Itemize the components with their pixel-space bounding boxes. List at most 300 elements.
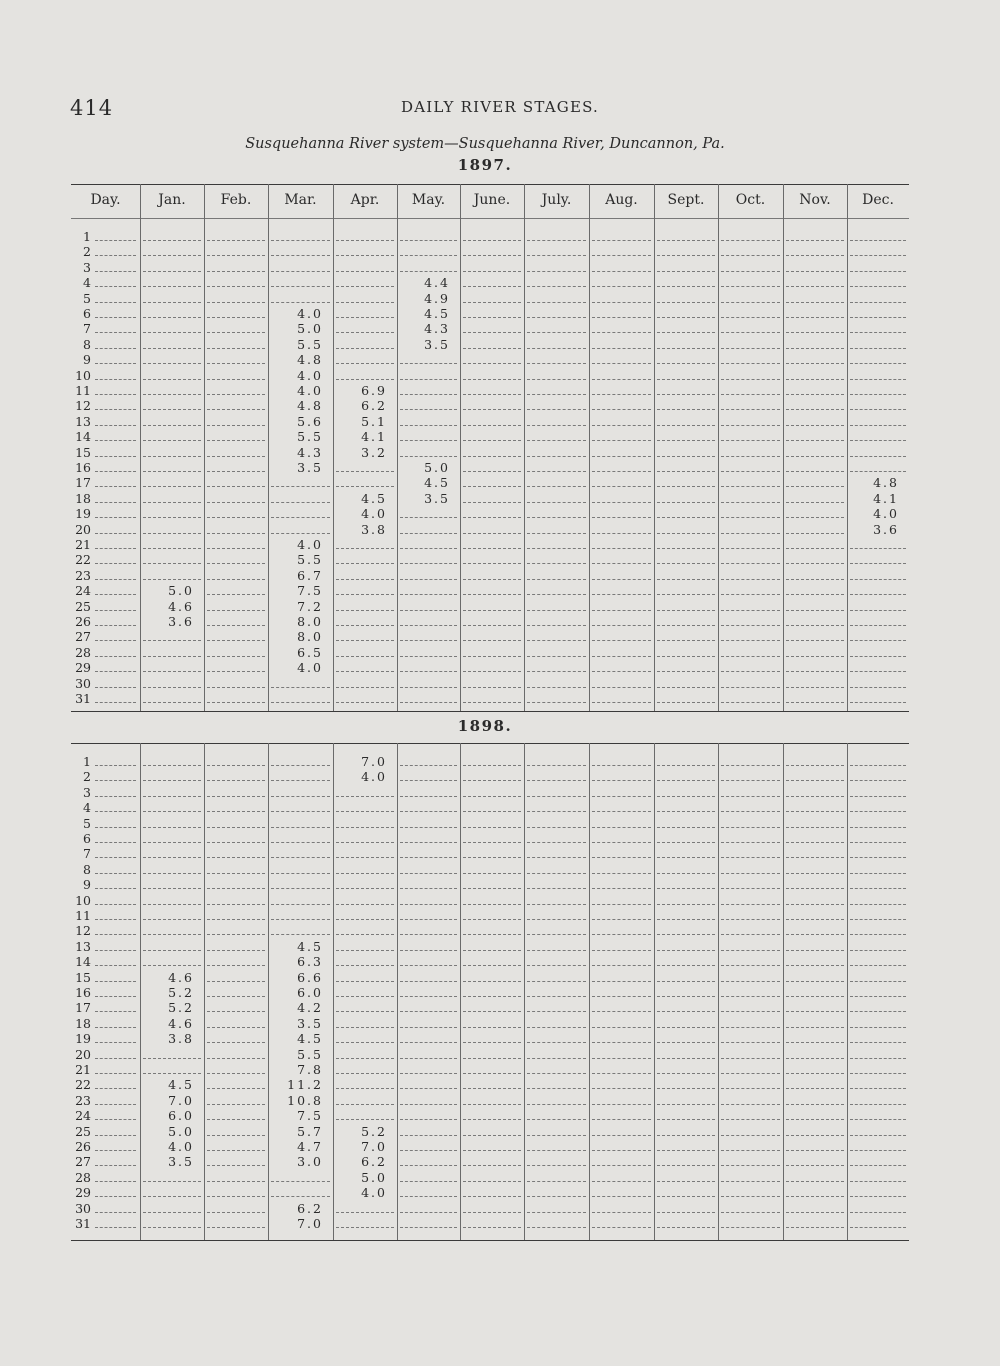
table-row [71, 1124, 909, 1139]
table-row [71, 1201, 909, 1216]
leader-dots [850, 827, 906, 828]
day-number: 18 [75, 490, 91, 506]
table-row [71, 1108, 909, 1123]
leader-dots [207, 671, 265, 672]
leader-dots [400, 517, 457, 518]
leader-dots [336, 348, 394, 349]
day-number: 12 [75, 923, 91, 939]
leader-dots [336, 1027, 394, 1028]
leader-dots [657, 1104, 715, 1105]
stage-value: 5.1 [361, 413, 387, 429]
leader-dots [657, 981, 715, 982]
leader-dots [336, 996, 394, 997]
leader-dots [527, 888, 586, 889]
leader-dots [271, 765, 330, 766]
table-row [71, 414, 909, 429]
leader-dots [592, 286, 651, 287]
day-number: 21 [75, 537, 91, 552]
leader-dots [463, 625, 521, 626]
leader-dots [527, 394, 586, 395]
stage-value: 4.6 [168, 598, 194, 614]
leader-dots [786, 656, 844, 657]
leader-dots [463, 1104, 521, 1105]
table-row [71, 1062, 909, 1077]
stage-value: 4.0 [168, 1139, 194, 1154]
leader-dots [721, 317, 780, 318]
leader-dots [657, 888, 715, 889]
table-row [71, 368, 909, 383]
leader-dots [336, 687, 394, 688]
leader-dots [850, 440, 906, 441]
table-row [71, 1016, 909, 1031]
leader-dots [95, 363, 136, 364]
stage-value: 7.2 [297, 598, 323, 614]
leader-dots [786, 486, 844, 487]
day-number: 1 [83, 754, 91, 769]
leader-dots [786, 1212, 844, 1213]
leader-dots [143, 302, 201, 303]
leader-dots [463, 579, 521, 580]
leader-dots [271, 702, 330, 703]
leader-dots [786, 671, 844, 672]
leader-dots [786, 348, 844, 349]
leader-dots [721, 286, 780, 287]
leader-dots [527, 317, 586, 318]
leader-dots [400, 796, 457, 797]
leader-dots [143, 796, 201, 797]
stage-value: 4.9 [424, 290, 450, 306]
leader-dots [592, 379, 651, 380]
leader-dots [850, 888, 906, 889]
table-row [71, 1077, 909, 1092]
leader-dots [400, 1058, 457, 1059]
leader-dots [850, 456, 906, 457]
leader-dots [207, 625, 265, 626]
leader-dots [527, 348, 586, 349]
leader-dots [850, 394, 906, 395]
leader-dots [721, 1011, 780, 1012]
day-number: 25 [75, 598, 91, 614]
leader-dots [95, 857, 136, 858]
day-number: 8 [83, 861, 91, 877]
leader-dots [657, 317, 715, 318]
leader-dots [95, 1073, 136, 1074]
leader-dots [95, 904, 136, 905]
leader-dots [786, 827, 844, 828]
leader-dots [400, 425, 457, 426]
leader-dots [271, 842, 330, 843]
year-heading-1898: 1898. [457, 717, 513, 735]
leader-dots [207, 656, 265, 657]
leader-dots [336, 1212, 394, 1213]
leader-dots [336, 656, 394, 657]
leader-dots [207, 379, 265, 380]
stage-value: 7.0 [361, 1139, 387, 1154]
leader-dots [95, 1058, 136, 1059]
leader-dots [592, 1150, 651, 1151]
leader-dots [592, 502, 651, 503]
leader-dots [850, 1119, 906, 1120]
table-row [71, 383, 909, 398]
leader-dots [850, 255, 906, 256]
leader-dots [786, 610, 844, 611]
stage-value: 6.0 [168, 1108, 194, 1124]
day-number: 10 [75, 892, 91, 908]
leader-dots [271, 780, 330, 781]
leader-dots [463, 640, 521, 641]
leader-dots [400, 842, 457, 843]
stage-value: 5.0 [361, 1169, 387, 1185]
leader-dots [850, 1073, 906, 1074]
leader-dots [850, 548, 906, 549]
table-row [71, 939, 909, 954]
day-number: 15 [75, 444, 91, 460]
leader-dots [657, 486, 715, 487]
leader-dots [95, 456, 136, 457]
stage-value: 4.8 [297, 352, 323, 368]
leader-dots [786, 950, 844, 951]
leader-dots [207, 827, 265, 828]
leader-dots [143, 842, 201, 843]
leader-dots [657, 1088, 715, 1089]
leader-dots [527, 1027, 586, 1028]
leader-dots [95, 842, 136, 843]
leader-dots [400, 440, 457, 441]
leader-dots [850, 363, 906, 364]
leader-dots [721, 1027, 780, 1028]
leader-dots [721, 857, 780, 858]
leader-dots [143, 286, 201, 287]
leader-dots [400, 1027, 457, 1028]
leader-dots [850, 904, 906, 905]
stage-value: 3.5 [297, 460, 323, 475]
leader-dots [721, 919, 780, 920]
leader-dots [592, 1073, 651, 1074]
leader-dots [657, 563, 715, 564]
leader-dots [463, 1150, 521, 1151]
leader-dots [527, 640, 586, 641]
leader-dots [463, 919, 521, 920]
table-row [71, 831, 909, 846]
leader-dots [721, 625, 780, 626]
leader-dots [527, 904, 586, 905]
leader-dots [721, 796, 780, 797]
table-row [71, 1093, 909, 1108]
stage-value: 5.5 [297, 552, 323, 568]
day-number: 12 [75, 398, 91, 414]
leader-dots [336, 702, 394, 703]
table-bottom-rule [71, 1240, 909, 1241]
leader-dots [271, 1196, 330, 1197]
leader-dots [95, 996, 136, 997]
leader-dots [400, 873, 457, 874]
leader-dots [207, 640, 265, 641]
day-number: 25 [75, 1123, 91, 1139]
leader-dots [207, 486, 265, 487]
leader-dots [527, 796, 586, 797]
leader-dots [271, 827, 330, 828]
day-number: 10 [75, 367, 91, 383]
leader-dots [721, 1227, 780, 1228]
leader-dots [400, 857, 457, 858]
leader-dots [207, 765, 265, 766]
leader-dots [850, 302, 906, 303]
leader-dots [850, 348, 906, 349]
leader-dots [657, 765, 715, 766]
stage-value: 4.0 [297, 306, 323, 321]
leader-dots [786, 394, 844, 395]
stage-value: 4.0 [297, 367, 323, 383]
leader-dots [721, 904, 780, 905]
leader-dots [336, 842, 394, 843]
leader-dots [592, 1042, 651, 1043]
leader-dots [786, 502, 844, 503]
leader-dots [786, 1227, 844, 1228]
leader-dots [143, 517, 201, 518]
leader-dots [463, 842, 521, 843]
leader-dots [400, 579, 457, 580]
leader-dots [592, 271, 651, 272]
leader-dots [721, 348, 780, 349]
stage-value: 4.8 [873, 475, 899, 491]
table-row [71, 460, 909, 475]
leader-dots [592, 827, 651, 828]
leader-dots [207, 857, 265, 858]
leader-dots [400, 271, 457, 272]
column-header: June. [473, 192, 511, 208]
leader-dots [271, 255, 330, 256]
leader-dots [207, 1011, 265, 1012]
leader-dots [207, 517, 265, 518]
leader-dots [786, 302, 844, 303]
leader-dots [786, 456, 844, 457]
leader-dots [786, 594, 844, 595]
leader-dots [721, 656, 780, 657]
leader-dots [850, 1058, 906, 1059]
table-row [71, 660, 909, 675]
leader-dots [463, 888, 521, 889]
stage-value: 4.5 [424, 475, 450, 491]
leader-dots [400, 1196, 457, 1197]
leader-dots [95, 1011, 136, 1012]
day-number: 20 [75, 1046, 91, 1062]
leader-dots [527, 563, 586, 564]
table-row [71, 522, 909, 537]
leader-dots [527, 440, 586, 441]
leader-dots [592, 687, 651, 688]
leader-dots [463, 533, 521, 534]
leader-dots [592, 394, 651, 395]
leader-dots [336, 827, 394, 828]
stage-value: 4.8 [297, 398, 323, 414]
leader-dots [657, 1181, 715, 1182]
stage-value: 5.2 [168, 985, 194, 1000]
leader-dots [527, 1073, 586, 1074]
leader-dots [95, 610, 136, 611]
leader-dots [721, 471, 780, 472]
leader-dots [271, 919, 330, 920]
leader-dots [143, 702, 201, 703]
day-number: 23 [75, 567, 91, 583]
leader-dots [527, 811, 586, 812]
leader-dots [463, 811, 521, 812]
leader-dots [95, 332, 136, 333]
leader-dots [592, 332, 651, 333]
leader-dots [657, 579, 715, 580]
leader-dots [336, 981, 394, 982]
leader-dots [463, 981, 521, 982]
leader-dots [207, 286, 265, 287]
day-number: 2 [83, 769, 91, 785]
column-header: Sept. [667, 192, 705, 208]
leader-dots [207, 950, 265, 951]
day-number: 15 [75, 969, 91, 985]
day-number: 23 [75, 1092, 91, 1108]
leader-dots [271, 687, 330, 688]
leader-dots [657, 1027, 715, 1028]
leader-dots [463, 425, 521, 426]
leader-dots [527, 456, 586, 457]
leader-dots [463, 796, 521, 797]
leader-dots [592, 1196, 651, 1197]
leader-dots [657, 656, 715, 657]
leader-dots [463, 965, 521, 966]
leader-dots [207, 533, 265, 534]
running-head: DAILY RIVER STAGES. [400, 98, 600, 116]
leader-dots [592, 1027, 651, 1028]
leader-dots [786, 409, 844, 410]
leader-dots [336, 548, 394, 549]
leader-dots [657, 1073, 715, 1074]
leader-dots [527, 780, 586, 781]
leader-dots [207, 904, 265, 905]
table-row [71, 475, 909, 490]
leader-dots [207, 363, 265, 364]
leader-dots [271, 873, 330, 874]
leader-dots [850, 286, 906, 287]
stage-value: 3.6 [873, 521, 899, 537]
day-number: 29 [75, 1185, 91, 1201]
leader-dots [463, 857, 521, 858]
leader-dots [95, 594, 136, 595]
leader-dots [592, 363, 651, 364]
leader-dots [336, 255, 394, 256]
leader-dots [463, 1212, 521, 1213]
stage-value: 4.0 [361, 769, 387, 785]
leader-dots [527, 610, 586, 611]
leader-dots [400, 456, 457, 457]
leader-dots [657, 1058, 715, 1059]
leader-dots [527, 996, 586, 997]
leader-dots [207, 1104, 265, 1105]
leader-dots [592, 811, 651, 812]
table-row [71, 877, 909, 892]
leader-dots [592, 965, 651, 966]
leader-dots [95, 625, 136, 626]
leader-dots [207, 934, 265, 935]
leader-dots [143, 965, 201, 966]
leader-dots [95, 873, 136, 874]
leader-dots [657, 780, 715, 781]
leader-dots [336, 1058, 394, 1059]
column-header: Nov. [799, 192, 831, 208]
leader-dots [850, 965, 906, 966]
leader-dots [657, 827, 715, 828]
stage-value: 6.6 [297, 969, 323, 985]
leader-dots [786, 857, 844, 858]
stage-value: 4.0 [361, 506, 387, 522]
table-row [71, 1000, 909, 1015]
leader-dots [207, 1212, 265, 1213]
leader-dots [143, 873, 201, 874]
leader-dots [850, 780, 906, 781]
leader-dots [657, 873, 715, 874]
leader-dots [143, 640, 201, 641]
leader-dots [143, 656, 201, 657]
leader-dots [657, 394, 715, 395]
leader-dots [336, 950, 394, 951]
leader-dots [143, 888, 201, 889]
leader-dots [721, 640, 780, 641]
stage-value: 7.0 [297, 1216, 323, 1231]
leader-dots [463, 610, 521, 611]
leader-dots [592, 671, 651, 672]
leader-dots [400, 765, 457, 766]
leader-dots [95, 765, 136, 766]
leader-dots [657, 1196, 715, 1197]
table-row [71, 506, 909, 521]
stage-value: 5.0 [168, 1123, 194, 1139]
leader-dots [592, 1119, 651, 1120]
leader-dots [786, 1119, 844, 1120]
station-title: Susquehanna River system—Susquehanna River, Duncannon, Pa. [245, 136, 725, 152]
leader-dots [721, 1042, 780, 1043]
leader-dots [527, 1042, 586, 1043]
leader-dots [721, 981, 780, 982]
leader-dots [721, 486, 780, 487]
stage-value: 4.0 [297, 660, 323, 676]
leader-dots [786, 1027, 844, 1028]
leader-dots [463, 563, 521, 564]
leader-dots [850, 563, 906, 564]
leader-dots [95, 317, 136, 318]
leader-dots [592, 640, 651, 641]
leader-dots [95, 1212, 136, 1213]
leader-dots [721, 965, 780, 966]
leader-dots [336, 1011, 394, 1012]
leader-dots [143, 486, 201, 487]
leader-dots [463, 409, 521, 410]
leader-dots [95, 687, 136, 688]
day-number: 14 [75, 429, 91, 445]
leader-dots [721, 950, 780, 951]
leader-dots [527, 1011, 586, 1012]
stage-value: 4.3 [297, 444, 323, 460]
leader-dots [271, 1181, 330, 1182]
leader-dots [786, 517, 844, 518]
leader-dots [143, 579, 201, 580]
leader-dots [143, 919, 201, 920]
leader-dots [207, 965, 265, 966]
leader-dots [207, 796, 265, 797]
leader-dots [207, 811, 265, 812]
leader-dots [592, 625, 651, 626]
leader-dots [400, 780, 457, 781]
leader-dots [207, 440, 265, 441]
leader-dots [336, 379, 394, 380]
leader-dots [786, 780, 844, 781]
leader-dots [463, 950, 521, 951]
